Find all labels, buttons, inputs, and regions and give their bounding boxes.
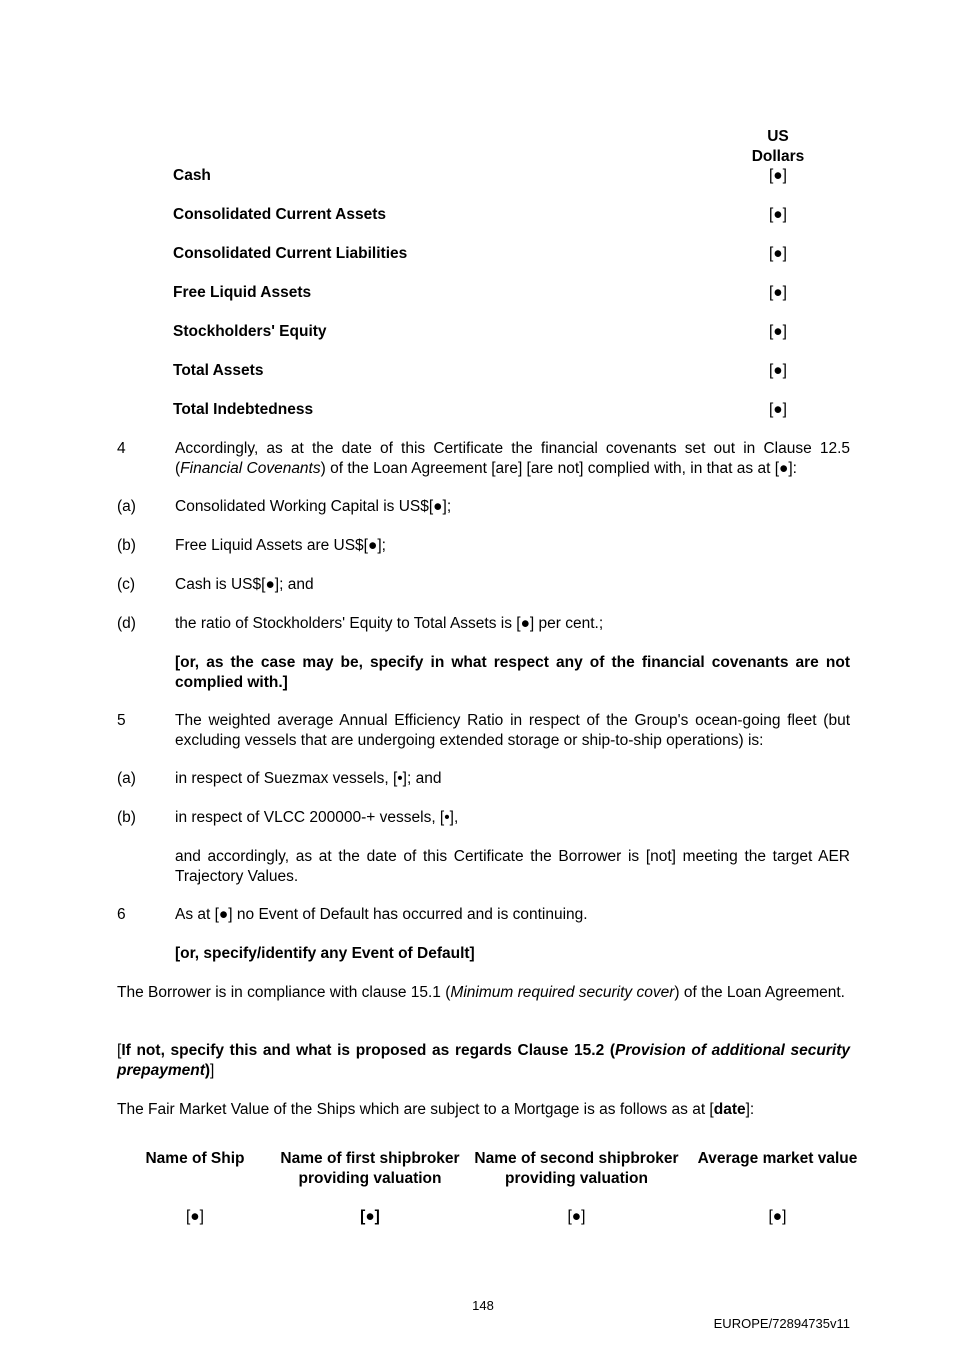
- if-not-note: [If not, specify this and what is proposed as regards Clause 15.2 (Provision of additional security prepayment)]: [117, 1042, 851, 1079]
- ship-table-cell-average-value: [●]: [768, 1208, 787, 1225]
- para-4-item-b-label: (b): [117, 537, 136, 554]
- para-5-item-b-label: (b): [117, 809, 136, 826]
- para-5-item-a-label: (a): [117, 770, 136, 787]
- fin-value-current-liabilities: [●]: [769, 245, 787, 262]
- para-6-number: 6: [117, 906, 126, 923]
- para-4-note: [or, as the case may be, specify in what respect any of the financial covenants are not complied with.]: [175, 654, 850, 691]
- para-5-item-a-text: in respect of Suezmax vessels, [•]; and: [175, 770, 442, 787]
- fin-value-cash: [●]: [769, 167, 787, 184]
- ship-table-header-name: Name of Ship: [145, 1150, 245, 1167]
- fmv-text: The Fair Market Value of the Ships which are subject to a Mortgage is as follows as at [date]:: [117, 1101, 755, 1118]
- fin-label-stockholders-equity: Stockholders' Equity: [173, 323, 327, 340]
- fin-label-current-assets: Consolidated Current Assets: [173, 206, 387, 223]
- para-6-text: As at [●] no Event of Default has occurred and is continuing.: [175, 906, 588, 923]
- ship-table-header-first-broker: Name of first shipbroker providing valuation: [280, 1150, 460, 1187]
- fin-value-free-liquid-assets: [●]: [769, 284, 787, 301]
- ship-table-cell-name: [●]: [186, 1208, 204, 1225]
- para-4-number: 4: [117, 440, 126, 457]
- fin-label-current-liabilities: Consolidated Current Liabilities: [173, 245, 408, 262]
- para-4-item-c-label: (c): [117, 576, 136, 593]
- para-4-item-d-text: the ratio of Stockholders' Equity to Total Assets is [●] per cent.;: [175, 615, 604, 632]
- ship-table-cell-second-broker: [●]: [567, 1208, 586, 1225]
- currency-header: US Dollars: [751, 128, 805, 165]
- ship-table-header-second-broker: Name of second shipbroker providing valuation: [474, 1150, 679, 1187]
- para-5-continuation: and accordingly, as at the date of this Certificate the Borrower is [not] meeting the target AER Trajectory Values.: [175, 848, 850, 885]
- para-5-item-b-text: in respect of VLCC 200000-+ vessels, [•],: [175, 809, 459, 826]
- fin-label-free-liquid-assets: Free Liquid Assets: [173, 284, 312, 301]
- para-6-note: [or, specify/identify any Event of Default]: [175, 945, 475, 962]
- para-4-item-d-label: (d): [117, 615, 136, 632]
- fin-value-stockholders-equity: [●]: [769, 323, 787, 340]
- fin-label-total-assets: Total Assets: [173, 362, 264, 379]
- para-4-item-a-label: (a): [117, 498, 136, 515]
- fin-label-cash: Cash: [173, 167, 211, 184]
- para-4-item-a-text: Consolidated Working Capital is US$[●];: [175, 498, 452, 515]
- para-5-text: The weighted average Annual Efficiency Ratio in respect of the Group's ocean-going fleet (but excluding vessels that are undergoing extended storage or ship-to-ship operations) is:: [175, 712, 850, 749]
- para-4-item-c-text: Cash is US$[●]; and: [175, 576, 314, 593]
- document-reference: EUROPE/72894735v11: [713, 1316, 850, 1331]
- fin-value-total-assets: [●]: [769, 362, 787, 379]
- fin-value-total-indebtedness: [●]: [769, 401, 787, 418]
- fin-value-current-assets: [●]: [769, 206, 787, 223]
- fin-label-total-indebtedness: Total Indebtedness: [173, 401, 314, 418]
- para-4-text: Accordingly, as at the date of this Certificate the financial covenants set out in Clause 12.5 (Financial Covenants) of the Loan Agreement [are] [are not] complied with, in that as at [●]:: [175, 440, 850, 477]
- para-5-number: 5: [117, 712, 126, 729]
- compliance-text: The Borrower is in compliance with clause 15.1 (Minimum required security cover) of the Loan Agreement.: [117, 984, 845, 1001]
- page-number: 148: [472, 1298, 494, 1313]
- para-4-item-b-text: Free Liquid Assets are US$[●];: [175, 537, 386, 554]
- ship-table-header-average-value: Average market value: [697, 1150, 858, 1167]
- ship-table-cell-first-broker: [●]: [360, 1208, 380, 1225]
